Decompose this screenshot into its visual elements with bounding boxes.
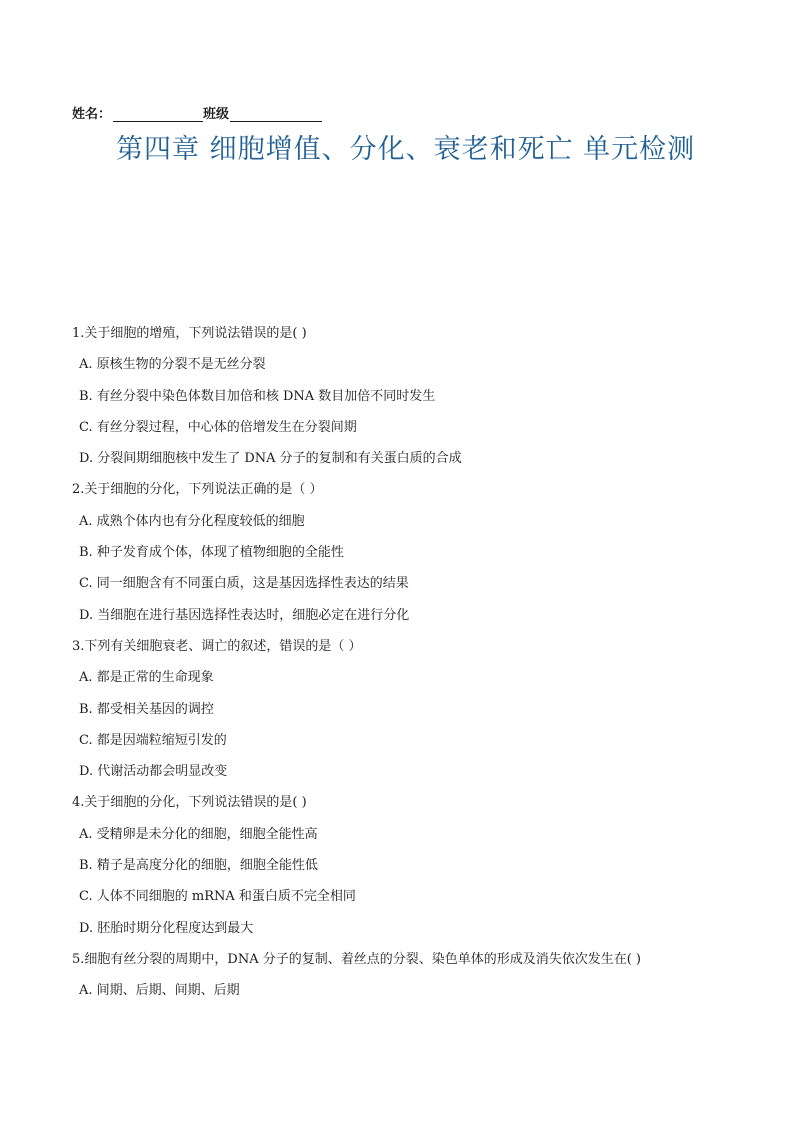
- question-4-option-c: C. 人体不同细胞的 mRNA 和蛋白质不完全相同: [79, 889, 356, 905]
- question-3-option-b: B. 都受相关基因的调控: [79, 701, 214, 717]
- question-4-option-d: D. 胚胎时期分化程度达到最大: [79, 920, 254, 936]
- question-3-option-d: D. 代谢活动都会明显改变: [79, 764, 228, 780]
- student-info-line: [72, 103, 322, 122]
- question-1-text: 1.关于细胞的增殖，下列说法错误的是( ): [72, 326, 307, 341]
- question-3-text: 3.下列有关细胞衰老、调亡的叙述，错误的是（ ）: [72, 638, 362, 654]
- class-label: 班级: [203, 107, 230, 122]
- question-2-option-c: C. 同一细胞含有不同蛋白质，这是基因选择性表达的结果: [79, 576, 409, 592]
- question-4-option-b: B. 精子是高度分化的细胞，细胞全能性低: [79, 858, 318, 874]
- question-1-option-a: A. 原核生物的分裂不是无丝分裂: [79, 357, 266, 373]
- question-list: [72, 324, 752, 1013]
- question-2-option-a: A. 成熟个体内也有分化程度较低的细胞: [79, 513, 305, 529]
- question-2-option-d: D. 当细胞在进行基因选择性表达时，细胞必定在进行分化: [79, 607, 410, 623]
- question-1-option-b: B. 有丝分裂中染色体数目加倍和核 DNA 数目加倍不同时发生: [79, 388, 436, 404]
- question-3-option-c: C. 都是因端粒缩短引发的: [79, 732, 227, 748]
- question-2-text: 2.关于细胞的分化，下列说法正确的是（ ）: [72, 482, 323, 498]
- question-3-option-a: A. 都是正常的生命现象: [79, 670, 214, 686]
- question-5-option-a: A. 间期、后期、间期、后期: [79, 983, 240, 999]
- class-blank-field[interactable]: [230, 107, 322, 122]
- question-4-text: 4.关于细胞的分化，下列说法错误的是( ): [72, 795, 307, 811]
- question-1-option-c: C. 有丝分裂过程，中心体的倍增发生在分裂间期: [79, 419, 357, 435]
- name-blank-field[interactable]: [113, 107, 203, 122]
- question-2-option-b: B. 种子发育成个体，体现了植物细胞的全能性: [79, 545, 344, 561]
- page-title: 第四章 细胞增值、分化、衰老和死亡 单元检测: [116, 134, 696, 165]
- question-1-option-d: D. 分裂间期细胞核中发生了 DNA 分子的复制和有关蛋白质的合成: [79, 451, 462, 467]
- name-label: 姓名：: [72, 107, 112, 122]
- question-4-option-a: A. 受精卵是未分化的细胞，细胞全能性高: [79, 826, 318, 842]
- question-5-text: 5.细胞有丝分裂的周期中，DNA 分子的复制、着丝点的分裂、染色单体的形成及消失依次发生在( ): [72, 951, 641, 967]
